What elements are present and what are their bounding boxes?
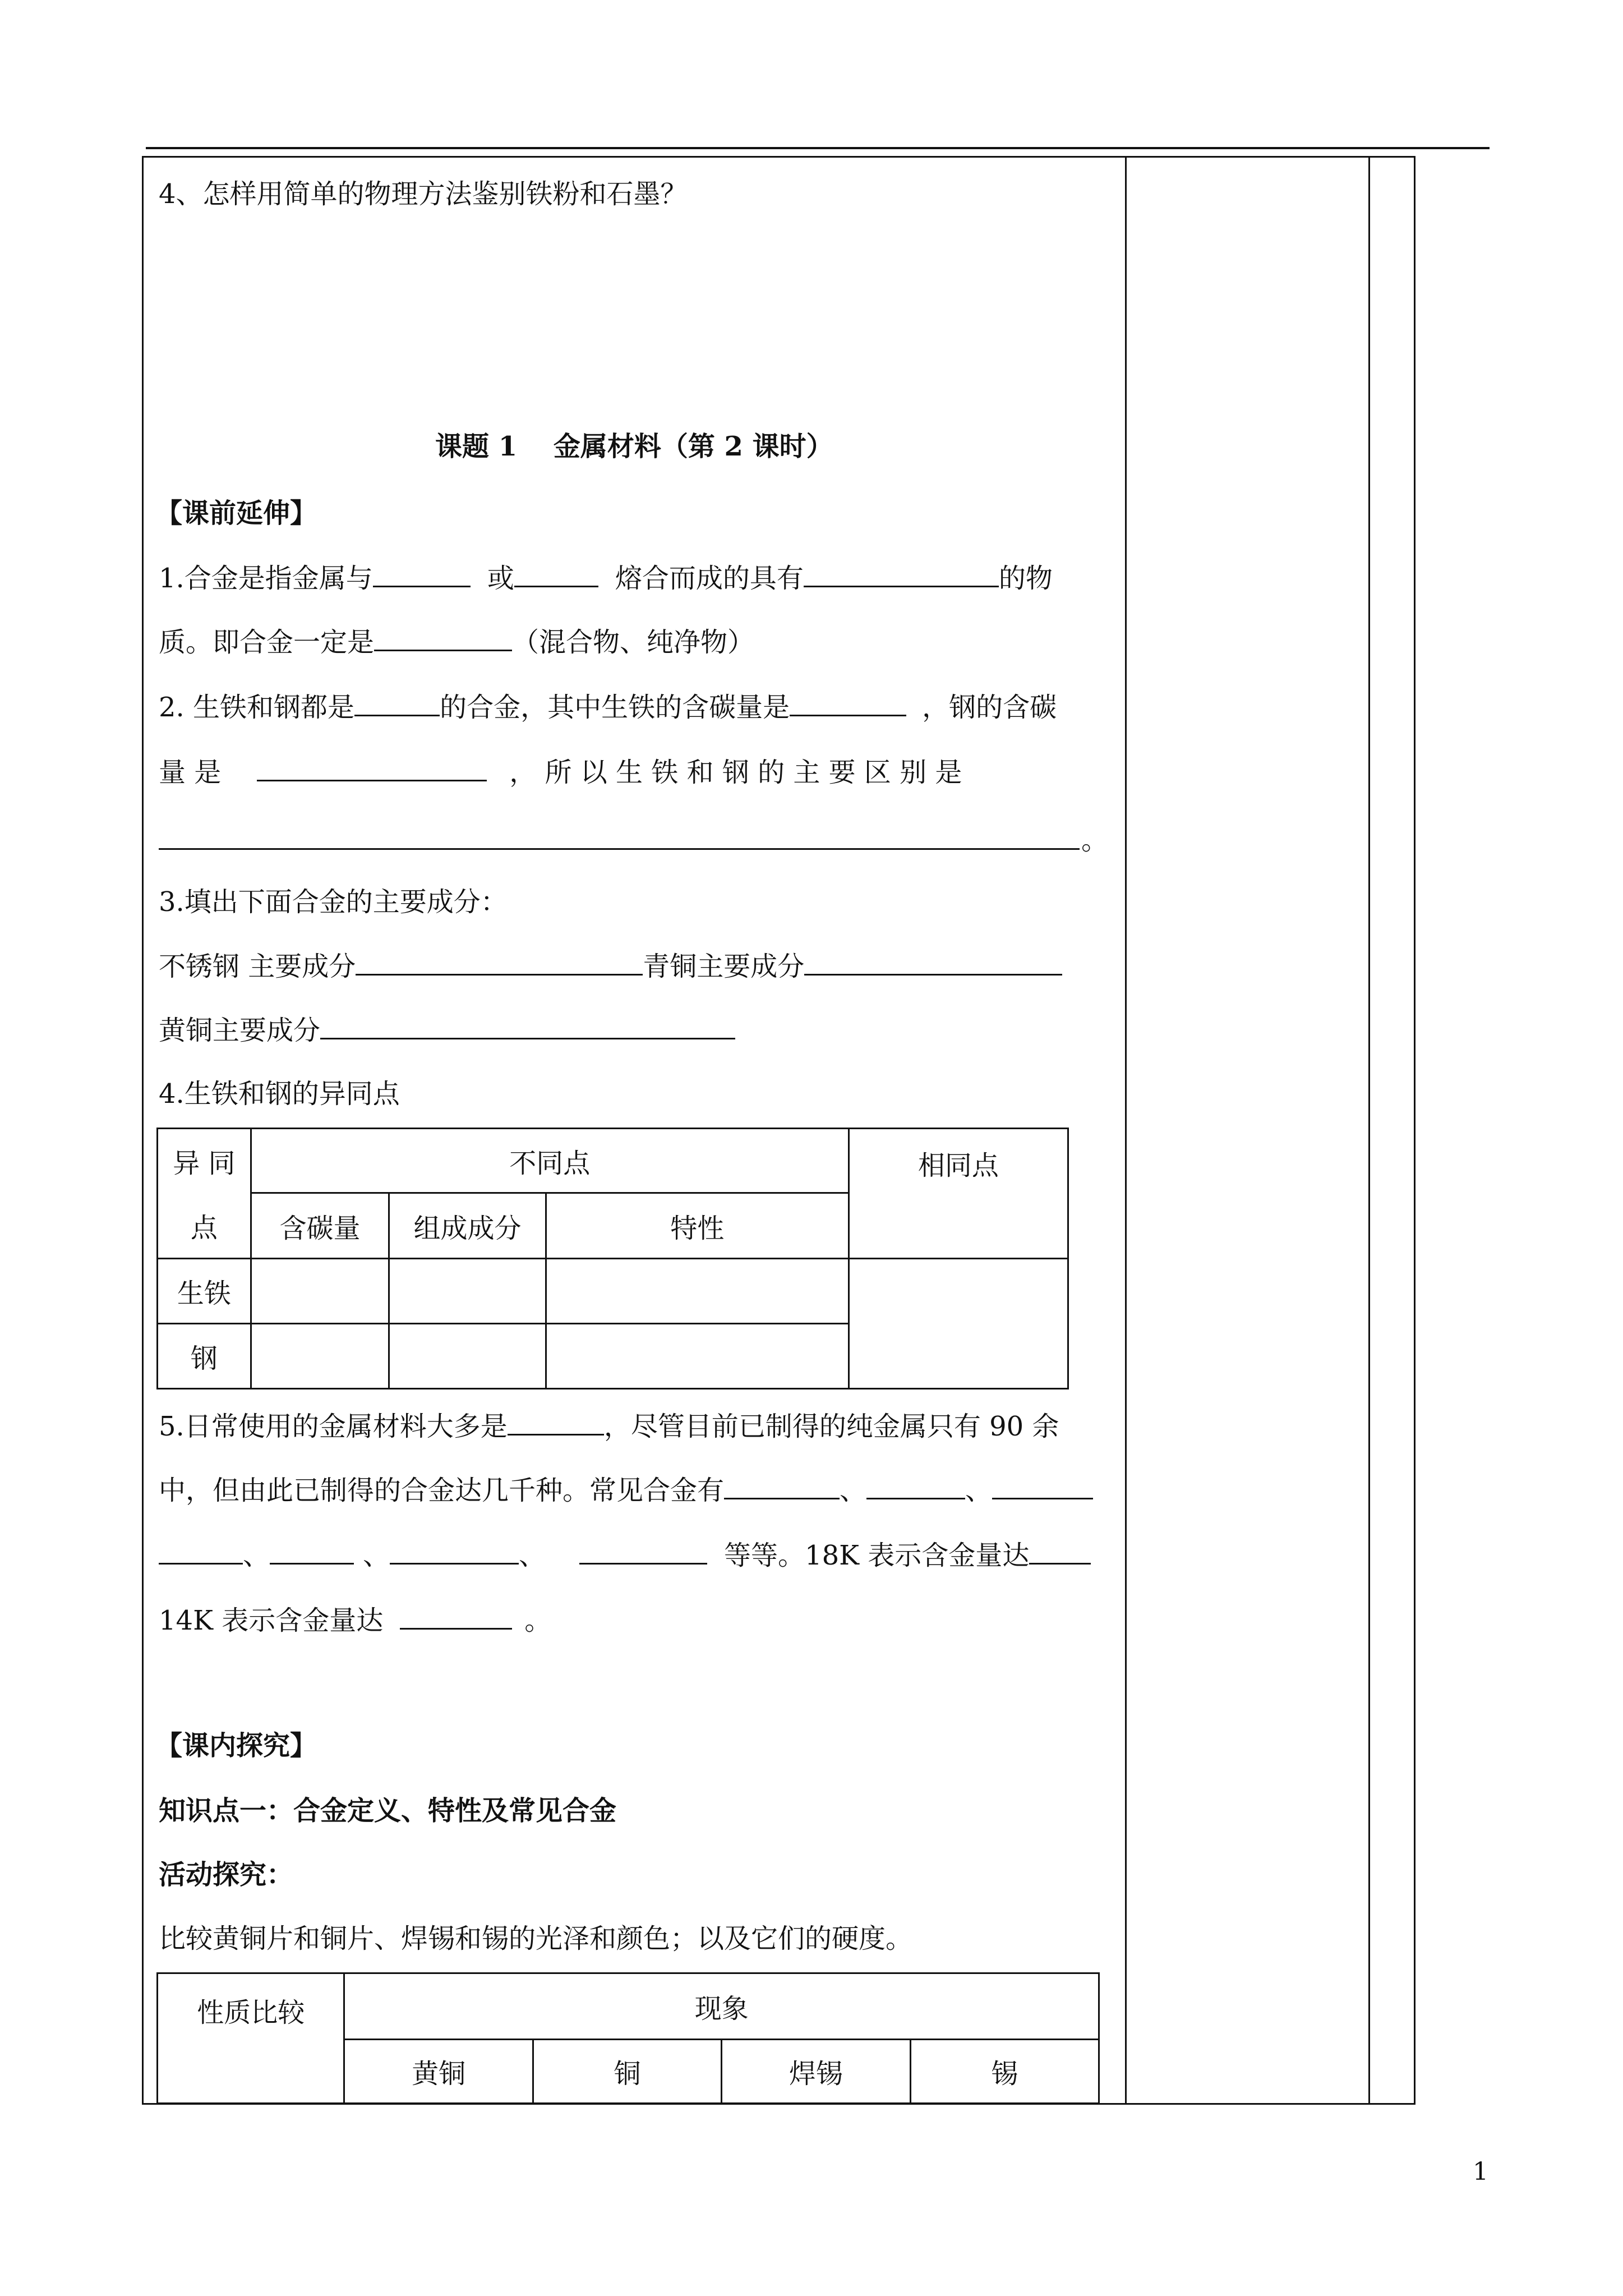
item-3-title: 3.填出下面合金的主要成分： (159, 886, 508, 918)
blank-bronze[interactable] (804, 949, 1062, 976)
activity-heading: 活动探究： (159, 1859, 294, 1890)
header-composition: 组成成分 (389, 1193, 546, 1259)
item-2-text-c: ，钢的含碳 (922, 692, 1057, 723)
col-copper: 铜 (533, 2040, 721, 2104)
item-5-text-b: ，尽管目前已制得的纯金属只有 90 余 (603, 1411, 1059, 1442)
property-compare-table (156, 1972, 1100, 2104)
header-property-compare: 性质比较 (158, 1973, 344, 2104)
blank-5i[interactable] (1029, 1538, 1091, 1565)
sep-2: 、 (965, 1475, 993, 1506)
blank-5j[interactable] (400, 1603, 512, 1630)
cell-pig-carbon[interactable] (251, 1259, 389, 1324)
item-1-text-c: 熔合而成的具有 (615, 563, 804, 594)
item-1-line-1 (159, 561, 1053, 595)
blank-5a[interactable] (508, 1409, 604, 1435)
cell-pig-property[interactable] (546, 1259, 849, 1324)
header-yitong-bottom: 点 (158, 1193, 251, 1259)
item-5-text-d: 等等。18K 表示含金量达 (724, 1540, 1030, 1571)
item-2-text-d: 量 是 (159, 757, 222, 788)
item-5-line-1 (159, 1409, 1059, 1443)
blank-1b[interactable] (514, 561, 598, 587)
item-2-text-e: ， 所 以 生 铁 和 钢 的 主 要 区 别 是 (509, 757, 962, 788)
blank-5e[interactable] (159, 1538, 243, 1565)
column-divider-1 (1125, 156, 1127, 2105)
item-5-line-2 (159, 1473, 1093, 1507)
item-1-text-f: （混合物、纯净物） (512, 627, 755, 658)
item-2-text-b: 的合金，其中生铁的含碳量是 (440, 692, 790, 723)
section-in-class: 【课内探究】 (155, 1730, 317, 1761)
pig-iron-steel-table (156, 1128, 1069, 1389)
blank-2a[interactable] (354, 690, 440, 716)
blank-1d[interactable] (374, 625, 512, 651)
header-property: 特性 (546, 1193, 849, 1259)
cell-steel-property[interactable] (546, 1324, 849, 1389)
item-2-line-1 (159, 690, 1057, 724)
header-rule (146, 147, 1490, 149)
item-4-title: 4.生铁和钢的异同点 (159, 1078, 400, 1110)
row-steel: 钢 (158, 1324, 251, 1389)
page-number: 1 (1473, 2157, 1488, 2186)
item-2-line-2 (159, 755, 962, 789)
sep-3: 、 (243, 1540, 270, 1571)
blank-5d[interactable] (992, 1473, 1093, 1499)
item-3-line-2 (159, 1013, 735, 1047)
col-solder: 焊锡 (722, 2040, 910, 2104)
header-different: 不同点 (251, 1129, 849, 1193)
col-brass: 黄铜 (344, 2040, 533, 2104)
blank-5f[interactable] (270, 1538, 354, 1565)
cell-same[interactable] (849, 1259, 1068, 1389)
blank-brass[interactable] (320, 1013, 735, 1039)
blank-5c[interactable] (866, 1473, 965, 1499)
knowledge-point-1: 知识点一：合金定义、特性及常见合金 (159, 1795, 617, 1826)
item-1-line-2 (159, 625, 754, 659)
item-5-text-e: 14K 表示含金量达 (159, 1605, 384, 1636)
sep-5: 、 (519, 1540, 546, 1571)
blank-5b[interactable] (724, 1473, 840, 1499)
brass-label: 黄铜主要成分 (159, 1015, 321, 1046)
sep-1: 、 (840, 1475, 867, 1506)
header-same: 相同点 (849, 1129, 1068, 1259)
header-phenomenon: 现象 (344, 1973, 1099, 2040)
header-carbon: 含碳量 (251, 1193, 389, 1259)
blank-1c[interactable] (804, 561, 999, 587)
blank-2d[interactable] (159, 848, 1080, 850)
item-5-text-a: 5.日常使用的金属材料大多是 (159, 1411, 508, 1442)
blank-1a[interactable] (373, 561, 471, 587)
blank-2b[interactable] (790, 690, 906, 716)
item-2-text-a: 2. 生铁和钢都是 (159, 692, 355, 723)
blank-5g[interactable] (390, 1538, 519, 1565)
item-3-line-1 (159, 949, 1062, 983)
row-pig-iron: 生铁 (158, 1259, 251, 1324)
cell-pig-composition[interactable] (389, 1259, 546, 1324)
question-4: 4、怎样用简单的物理方法鉴别铁粉和石墨？ (159, 178, 688, 210)
stainless-label: 不锈钢 主要成分 (159, 951, 356, 982)
compare-instruction: 比较黄铜片和铜片、焊锡和锡的光泽和颜色；以及它们的硬度。 (159, 1923, 913, 1954)
item-5-text-f: 。 (524, 1605, 552, 1636)
sep-4: 、 (363, 1540, 390, 1571)
bronze-label: 青铜主要成分 (643, 951, 805, 982)
blank-2c[interactable] (257, 755, 487, 781)
cell-steel-composition[interactable] (389, 1324, 546, 1389)
item-1-text-a: 1.合金是指金属与 (159, 563, 373, 594)
col-tin: 锡 (910, 2040, 1099, 2104)
section-pre-class: 【课前延伸】 (155, 498, 317, 529)
item-5-text-c: 中，但由此已制得的合金达几千种。常见合金有 (159, 1475, 725, 1506)
header-yitong-top: 异 同 (158, 1129, 251, 1193)
blank-stainless[interactable] (356, 949, 643, 976)
cell-steel-carbon[interactable] (251, 1324, 389, 1389)
item-5-line-3 (159, 1538, 1091, 1572)
lesson-title: 课题 1 金属材料（第 2 课时） (435, 431, 833, 462)
item-1-text-e: 质。即合金一定是 (159, 627, 375, 658)
item-1-text-d: 的物 (998, 563, 1053, 594)
item-5-line-4 (159, 1603, 551, 1637)
item-2-end: 。 (1081, 825, 1109, 856)
column-divider-2 (1368, 156, 1370, 2105)
blank-5h[interactable] (579, 1538, 707, 1565)
item-1-text-b: 或 (487, 563, 514, 594)
